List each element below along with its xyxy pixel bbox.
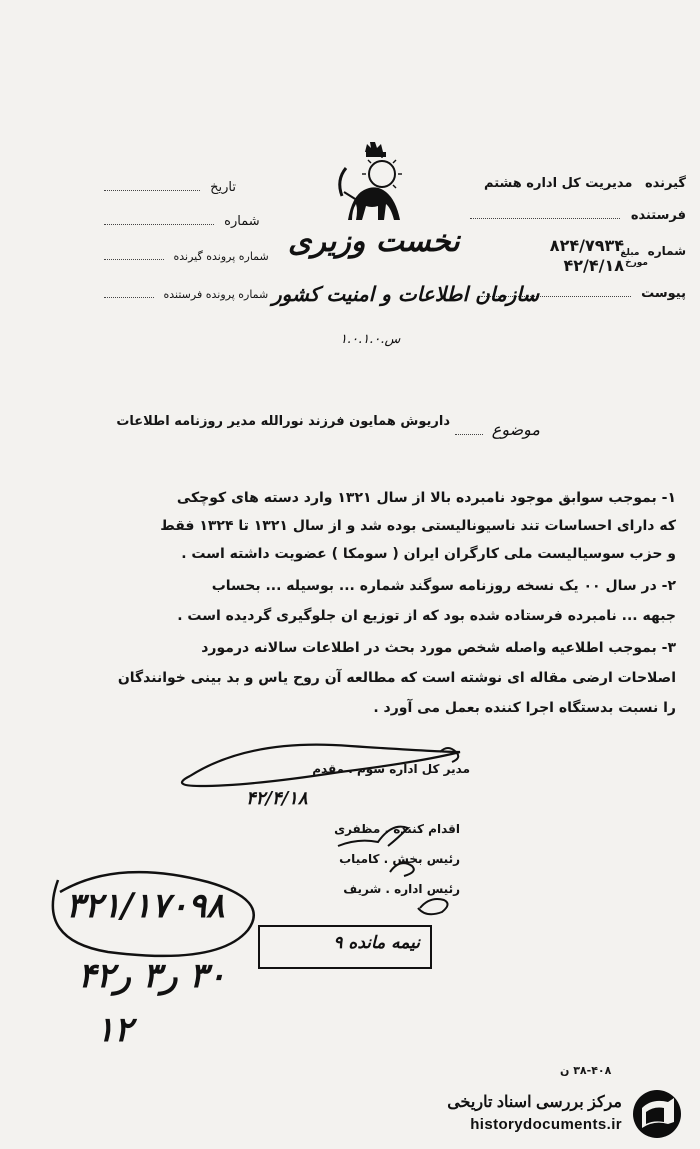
date-label-right: مورخ: [625, 258, 648, 268]
action-line-1: اقدام کننده . مظفری: [334, 822, 460, 836]
body-line-2: که دارای احساسات تند ناسیونالیستی بوده شد و از سال ۱۳۲۱ تا ۱۳۲۴ فقط: [160, 518, 676, 534]
hand-note-1: ۳۰ ر۳ ر۴۲: [78, 956, 226, 996]
signature-line: مدیر کل اداره سوم . مقدم: [312, 762, 470, 776]
recipient-label: گیرنده: [644, 176, 686, 191]
subject-row: [455, 420, 540, 439]
number-sub-label: مبلغ: [620, 248, 640, 258]
subject-text: داریوش همایون فرزند نورالله مدیر روزنامه اطلاعات: [116, 414, 450, 429]
recipient-value: مدیریت کل اداره هشتم: [484, 176, 633, 191]
action-line-3: رئیس اداره . شریف: [343, 882, 460, 896]
body-line-8: را نسبت بدستگاه اجرا کننده بعمل می آورد .: [373, 700, 676, 716]
sender-label: فرستنده: [630, 208, 686, 223]
sender-file-label: شماره پرونده فرستنده: [163, 288, 269, 301]
body-line-3: و حزب سوسیالیست ملی کارگران ایران ( سومکا ) عضویت داشته است .: [181, 546, 676, 562]
action-line-2: رئیس بخش . کامیاب: [339, 852, 460, 866]
boxed-note: [258, 925, 432, 969]
date-value: ۴۲/۴/۱۸: [563, 256, 624, 275]
archive-logo-icon: [628, 1088, 686, 1140]
left-number-label: شماره: [224, 214, 260, 229]
left-number-field: [104, 224, 214, 225]
left-date-label: تاریخ: [210, 180, 237, 195]
archive-name: مرکز بررسی اسناد تاریخی: [447, 1094, 622, 1111]
sender-file-row: [104, 288, 268, 301]
body-line-5: جبهه ... نامبرده فرستاده شده بود که از توزیع ان جلوگیری گردیده است .: [177, 608, 676, 624]
left-date-field: [104, 190, 200, 191]
body-line-1: ۱- بموجب سوابق موجود نامبرده بالا از سال ۱۳۲۱ وارد دسته های کوچکی: [176, 490, 676, 506]
body-line-7: اصلاحات ارضی مقاله ای نوشته است که مطالعه آن روح یاس و بد بینی خوانندگان: [117, 670, 676, 686]
hand-note-2: ۱۲: [96, 1010, 133, 1050]
organization-title: سازمان اطلاعات و امنیت کشور: [272, 282, 540, 306]
subject-dots: [455, 434, 483, 435]
org-code: س.۱.۰.۱.۰: [340, 332, 401, 347]
sender-field: [470, 218, 620, 219]
lion-and-sun-emblem-icon: [330, 140, 420, 230]
signature-date: ۴۲/۴/۱۸: [246, 788, 308, 809]
number-value: ۸۲۴/۷۹۳۴: [549, 236, 624, 255]
receiver-file-row: [104, 250, 269, 263]
number-label-group: [620, 244, 686, 258]
sender-file-field: [104, 297, 154, 298]
ministry-title: نخست وزیری: [288, 224, 460, 259]
receiver-file-field: [104, 259, 164, 260]
number-label: شماره: [647, 244, 686, 258]
body-line-6: ۳- بموجب اطلاعیه واصله شخص مورد بحث در اطلاعات سالانه درمورد: [201, 640, 676, 656]
sender-row: [470, 208, 686, 223]
left-date-row: [104, 180, 236, 195]
subject-label: موضوع: [491, 420, 540, 439]
left-number-row: [104, 214, 260, 229]
initials-scribbles: [330, 812, 470, 922]
doc-code: ۳۸-۴۰۸ ن: [560, 1064, 612, 1077]
circled-number: ۳۲۱/۱۷۰۹۸: [66, 886, 225, 926]
recipient-row: [484, 176, 686, 191]
receiver-file-label: شماره پرونده گیرنده: [173, 250, 269, 263]
archive-website: historydocuments.ir: [470, 1116, 622, 1133]
body-line-4: ۲- در سال ۰۰ یک نسخه روزنامه سوگند شماره ... بوسیله ... بحساب: [211, 578, 676, 594]
attachment-label: پیوست: [641, 286, 686, 301]
boxed-note-text: نیمه مانده ۹: [333, 933, 420, 953]
